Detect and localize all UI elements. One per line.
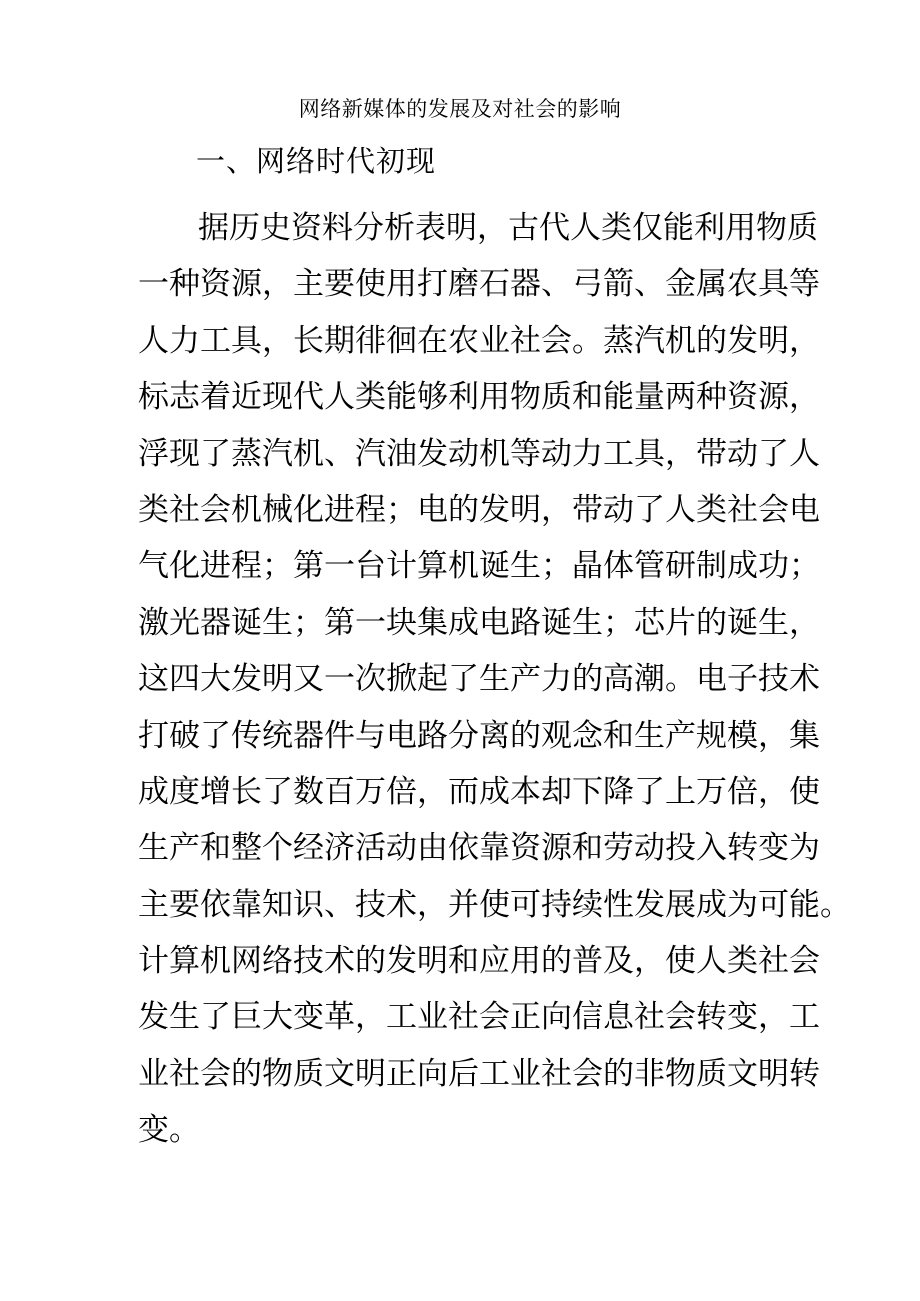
paragraph-line-17: 变。	[138, 1112, 200, 1149]
paragraph-line-15: 发生了巨大变革，工业社会正向信息社会转变，工	[138, 999, 820, 1036]
paragraph-line-1: 据历史资料分析表明，古代人类仅能利用物质	[198, 210, 818, 246]
paragraph-line-11: 成度增长了数百万倍，而成本却下降了上万倍，使	[138, 773, 820, 810]
body-paragraph	[138, 200, 851, 1159]
document-title: 网络新媒体的发展及对社会的影响	[298, 97, 622, 121]
paragraph-line-6: 类社会机械化进程；电的发明，带动了人类社会电	[138, 491, 820, 528]
paragraph-line-12: 生产和整个经济活动由依靠资源和劳动投入转变为	[138, 830, 820, 867]
paragraph-line-7: 气化进程；第一台计算机诞生；晶体管研制成功；	[138, 548, 820, 585]
paragraph-line-2: 一种资源，主要使用打磨石器、弓箭、金属农具等	[138, 266, 820, 303]
paragraph-line-13: 主要依靠知识、技术，并使可持续性发展成为可能。	[138, 886, 851, 923]
paragraph-line-3: 人力工具，长期徘徊在农业社会。蒸汽机的发明，	[138, 322, 820, 359]
paragraph-line-4: 标志着近现代人类能够利用物质和能量两种资源，	[138, 379, 820, 416]
paragraph-line-5: 浮现了蒸汽机、汽油发动机等动力工具，带动了人	[138, 435, 820, 472]
paragraph-line-8: 激光器诞生；第一块集成电路诞生；芯片的诞生，	[138, 604, 820, 641]
paragraph-line-16: 业社会的物质文明正向后工业社会的非物质文明转	[138, 1055, 820, 1092]
paragraph-line-14: 计算机网络技术的发明和应用的普及，使人类社会	[138, 943, 820, 980]
paragraph-line-10: 打破了传统器件与电路分离的观念和生产规模，集	[138, 717, 820, 754]
section-heading: 一、网络时代初现	[196, 144, 437, 178]
paragraph-line-9: 这四大发明又一次掀起了生产力的高潮。电子技术	[138, 661, 820, 698]
